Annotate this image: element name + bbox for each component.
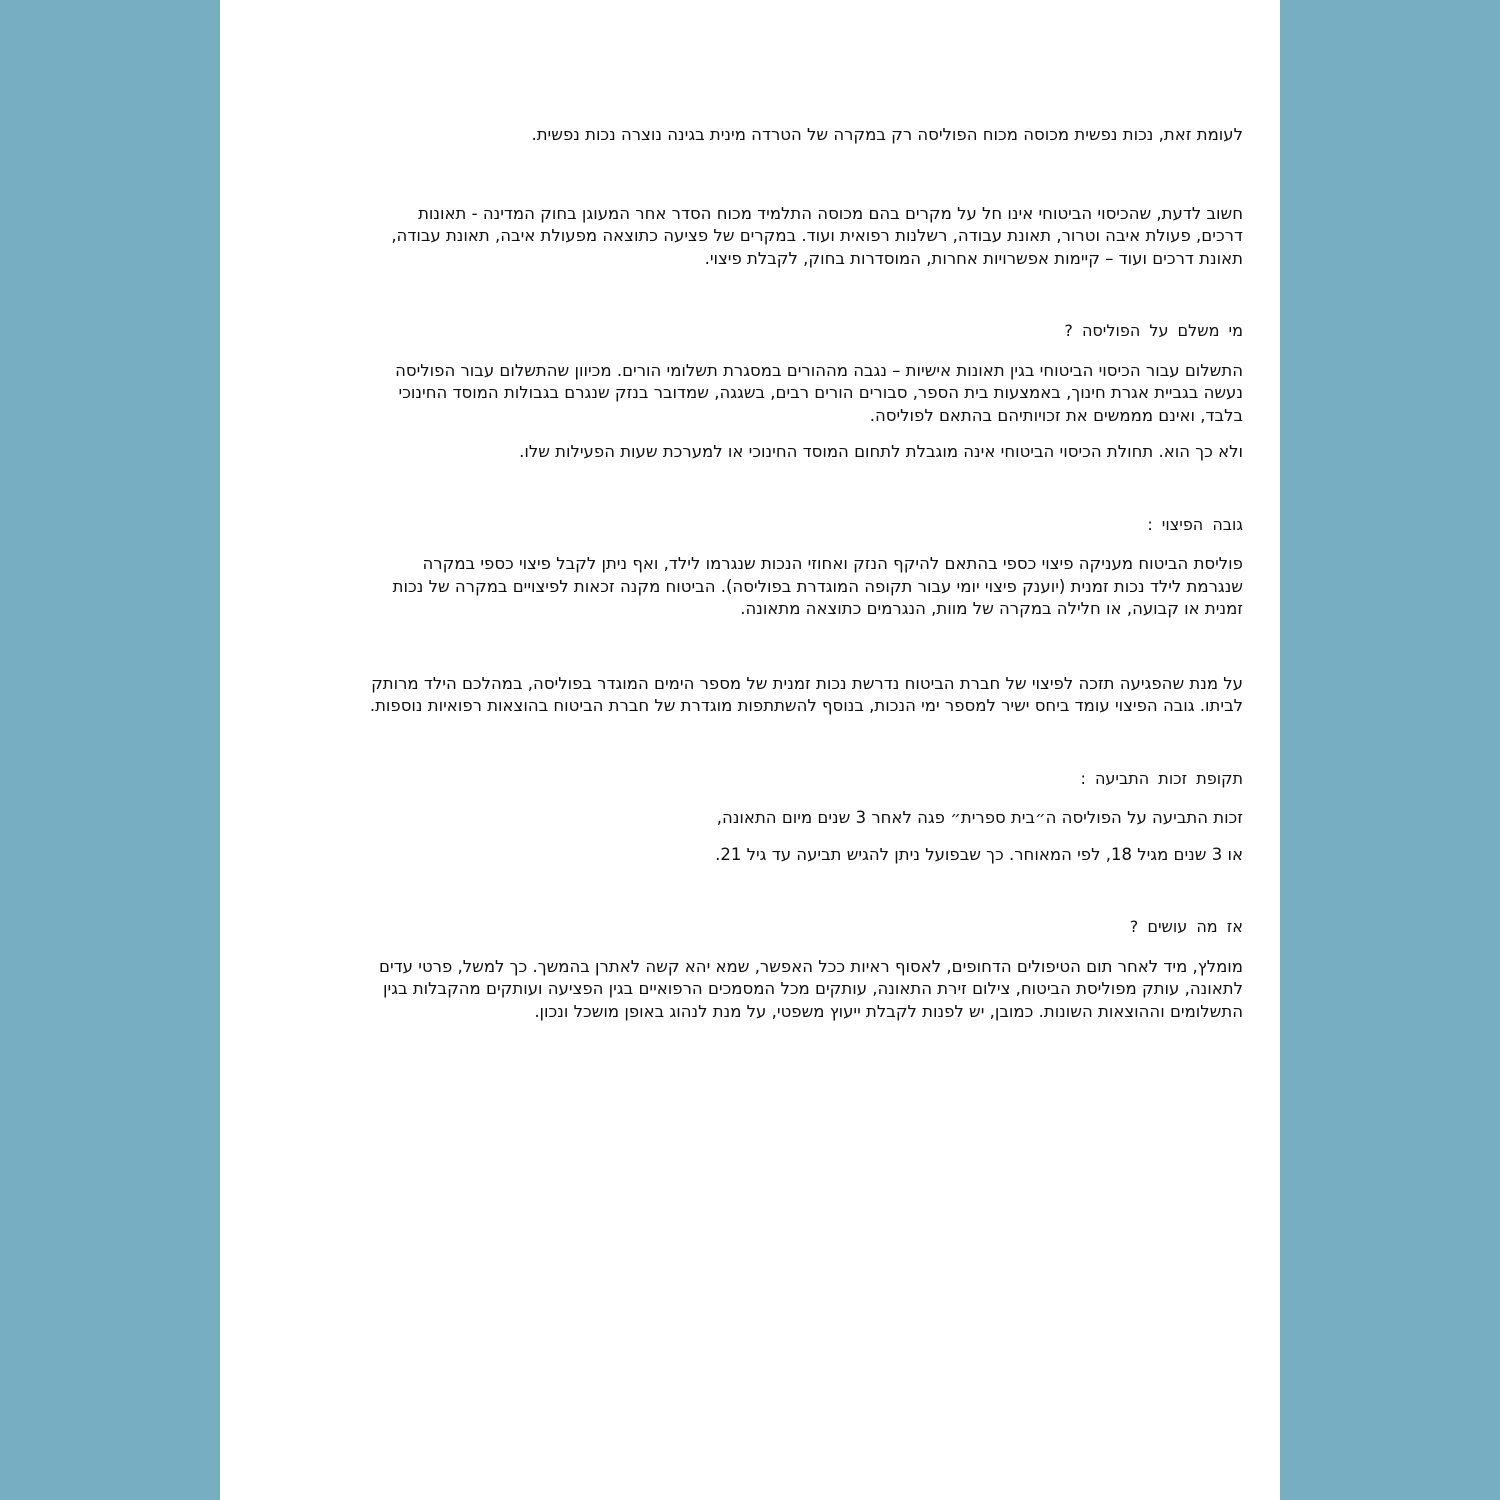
document-page bbox=[220, 0, 1280, 1500]
claim-period-paragraph-2: או 3 שנים מגיל 18, לפי המאוחר. כך שבפועל ניתן להגיש תביעה עד גיל 21. bbox=[715, 844, 1243, 864]
compensation-paragraph-2: על מנת שהפגיעה תזכה לפיצוי של חברת הביטוח נדרשת נכות זמנית של מספר הימים המוגדר בפוליסה, במהלכם הילד מרותק לביתו. גובה הפיצוי עומד ביחס ישיר למספר ימי הנכות, בנוסף להשתתפות מוגדרת של חברת הביטוח בהוצאות רפואיות נוספות. bbox=[369, 673, 1243, 715]
what-to-do-paragraph: מומלץ, מיד לאחר תום הטיפולים הדחופים, לאסוף ראיות ככל האפשר, שמא יהא קשה לאתרן בהמשך. כך למשל, פרטי עדים לתאונה, עותק מפוליסת הביטוח, צילום זירת התאונה, עותקים מכל המסמכים הרפואיים בגין הפציעה ועותקים מהקבלות בגין התשלומים וההוצאות השונות. כמובן, יש לפנות לקבלת ייעוץ משפטי, על מנת לנהוג באופן מושכל ונכון. bbox=[379, 956, 1243, 1021]
document-body bbox=[367, 124, 1243, 1023]
who-pays-paragraph-1: התשלום עבור הכיסוי הביטוחי בגין תאונות אישיות – נגבה מההורים במסגרת תשלומי הורים. מכיוון שהתשלום עבור הפוליסה נעשה בגביית אגרת חינוך, באמצעות בית הספר, סבורים הורים רבים, בשגגה, שמדובר בנזק שנגרם בגבולות המוסד החינוכי בלבד, ואינם מממשים את זכויותיהם בהתאם לפוליסה. bbox=[395, 360, 1243, 425]
who-pays-heading: מי משלם על הפוליסה ? bbox=[1064, 321, 1243, 340]
compensation-paragraph-1: פוליסת הביטוח מעניקה פיצוי כספי בהתאם להיקף הנזק ואחוזי הנכות שנגרמו לילד, ואף ניתן לקבל פיצוי כספי במקרה שנגרמת לילד נכות זמנית (יוענק פיצוי יומי עבור תקופה המוגדרת בפוליסה). הביטוח מקנה זכאות לפיצויים במקרה של נכות זמנית או קבועה, או חלילה במקרה של מוות, הנגרמים כתוצאה מתאונה. bbox=[392, 554, 1243, 618]
important-note-paragraph: חשוב לדעת, שהכיסוי הביטוחי אינו חל על מקרים בהם מכוסה התלמיד מכוח הסדר אחר המעוגן בחוק המדינה - תאונות דרכים, פעולת איבה וטרור, תאונת עבודה, רשלנות רפואית ועוד. במקרים של פציעה כתוצאה מפעולת איבה, תאונת עבודה, תאונת דרכים ועוד – קיימות אפשרויות אחרות, המוסדרות בחוק, לקבלת פיצוי. bbox=[391, 203, 1243, 268]
who-pays-paragraph-2: ולא כך הוא. תחולת הכיסוי הביטוחי אינה מוגבלת לתחום המוסד החינוכי או למערכת שעות הפעילות שלו. bbox=[519, 442, 1243, 461]
claim-period-paragraph-1: זכות התביעה על הפוליסה ה״בית ספרית״ פגה לאחר 3 שנים מיום התאונה, bbox=[716, 808, 1243, 827]
compensation-heading: גובה הפיצוי : bbox=[1147, 514, 1243, 534]
what-to-do-heading: אז מה עושים ? bbox=[1129, 917, 1243, 936]
intro-paragraph: לעומת זאת, נכות נפשית מכוסה מכוח הפוליסה רק במקרה של הטרדה מינית בגינה נוצרה נכות נפשית. bbox=[531, 125, 1243, 144]
claim-period-heading: תקופת זכות התביעה : bbox=[1080, 768, 1243, 788]
